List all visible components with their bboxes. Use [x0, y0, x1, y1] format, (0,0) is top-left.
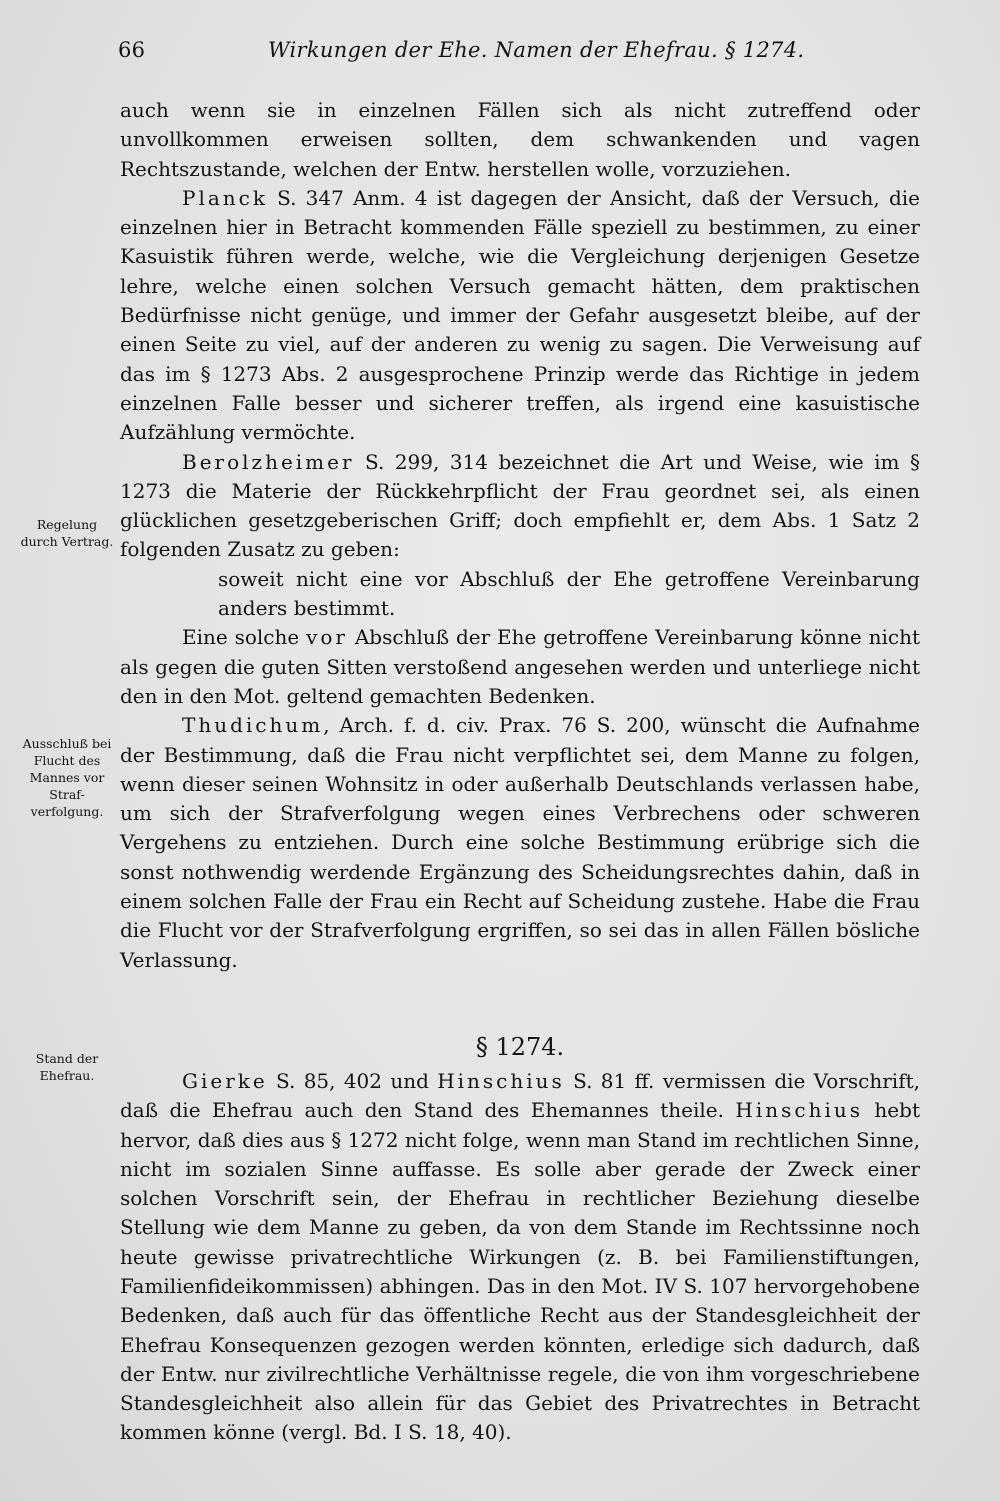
- author-name: Berolzheimer: [182, 449, 355, 474]
- page-number: 66: [118, 38, 146, 62]
- paragraph: [120, 623, 920, 711]
- paragraph-text: Eine solche: [182, 625, 307, 650]
- emphasis: vor: [306, 625, 348, 650]
- author-name: Planck: [182, 185, 268, 210]
- margin-note-stand: Stand der Ehefrau.: [35, 1051, 99, 1083]
- running-title: Wirkungen der Ehe. Namen der Ehefrau. § 1274.: [268, 38, 805, 62]
- author-name: Hinschius: [735, 1098, 864, 1123]
- quoted-provision: soweit nicht eine vor Abschluß der Ehe getroffene Vereinbarung anders bestimmt.: [218, 566, 920, 621]
- paragraph-text: S. 85, 402 und: [267, 1068, 438, 1093]
- paragraph-text: , Arch. f. d. civ. Prax. 76 S. 200, wünscht die Aufnahme der Bestimmung, daß die Frau nicht verpflichtet sei, dem Manne zu folgen, wenn dieser seinen Wohnsitz in oder außerhalb Deutschlands verlassen habe, um sich der Strafverfolgung wegen eines Verbrechens oder schweren Vergehens zu entziehen. Durch eine solche Bestimmung erübrige sich die sonst nothwendig werdende Ergänzung des Scheidungsrechtes dahin, daß in einem solchen Falle der Frau ein Recht auf Scheidung zustehe. Habe die Frau die Flucht vor der Strafverfolgung ergriffen, so sei das in allen Fällen bösliche Verlassung.: [120, 713, 920, 972]
- paragraph-text: Abschluß der Ehe getroffene Vereinbarung könne nicht als gegen die guten Sitten verstoßend angesehen werden und unterliege nicht den in den Mot. geltend gemachten Bedenken.: [120, 625, 920, 708]
- paragraph-text: S. 299, 314 bezeichnet die Art und Weise, wie im § 1273 die Materie der Rückkehrpflicht der Frau geordnet sei, als einen glücklichen gesetzgeberischen Griff; doch empfiehlt er, dem Abs. 1 Satz 2 folgenden Zusatz zu geben:: [120, 449, 920, 562]
- section-heading: § 1274.: [475, 1032, 565, 1061]
- paragraph: [120, 1067, 920, 1448]
- paragraph: [120, 448, 920, 565]
- author-name: Hinschius: [437, 1068, 565, 1093]
- running-header: [118, 38, 923, 74]
- paragraph-text: S. 347 Anm. 4 ist dagegen der Ansicht, daß der Versuch, die einzelnen hier in Betracht kommenden Fälle speziell zu bestimmen, zu einer Kasuistik führen werde, welche, wie die Vergleichung derjenigen Gesetze lehre, welche einen solchen Versuch gemacht hätten, dem praktischen Bedürfnisse nicht genüge, und immer der Gefahr ausgesetzt bleibe, auf der einen Seite zu viel, auf der anderen zu wenig zu sagen. Die Verweisung auf das im § 1273 Abs. 2 ausgesprochene Prinzip werde das Richtige in jedem einzelnen Falle besser und sicherer treffen, als irgend eine kasuistische Aufzählung vermöchte.: [120, 185, 920, 445]
- paragraph: [120, 711, 920, 975]
- body-text: [120, 96, 920, 1448]
- paragraph-text: S. 81 ff. vermissen die Vorschrift, daß die Ehefrau auch den Stand des Ehemannes theile.: [120, 1068, 920, 1123]
- paragraph-text: hebt hervor, daß dies aus § 1272 nicht folge, wenn man Stand im rechtlichen Sinne, nicht im sozialen Sinne auffasse. Es solle aber gerade der Zweck einer solchen Vorschrift sein, der Ehefrau in rechtlicher Beziehung dieselbe Stellung wie dem Manne zu geben, da von dem Stande im Rechtssinne noch heute gewisse privatrechtliche Wirkungen (z. B. bei Familienstiftungen, Familienfideikommissen) abhingen. Das in den Mot. IV S. 107 hervorgehobene Bedenken, daß auch für das öffentliche Recht aus der Standesgleichheit der Ehefrau Konsequenzen gezogen werden könnten, erledige sich dadurch, daß der Entw. nur zivilrechtliche Verhältnisse regele, die von ihm vorgeschriebene Standesgleichheit also allein für das Gebiet des Privatrechtes in Betracht kommen könne (vergl. Bd. I S. 18, 40).: [120, 1098, 920, 1445]
- margin-note-regelung: Regelung durch Vertrag.: [20, 517, 114, 549]
- paragraph: auch wenn sie in einzelnen Fällen sich als nicht zutreffend oder unvollkommen erweisen sollten, dem schwankenden und vagen Rechtszustande, welchen der Entw. herstellen wolle, vorzuziehen.: [120, 98, 920, 181]
- author-name: Gierke: [182, 1068, 268, 1093]
- author-name: Thudichum: [182, 713, 324, 738]
- margin-note-ausschluss: Ausschluß bei Flucht des Mannes vor Straf- verfolgung.: [22, 736, 112, 819]
- paragraph: [120, 184, 920, 448]
